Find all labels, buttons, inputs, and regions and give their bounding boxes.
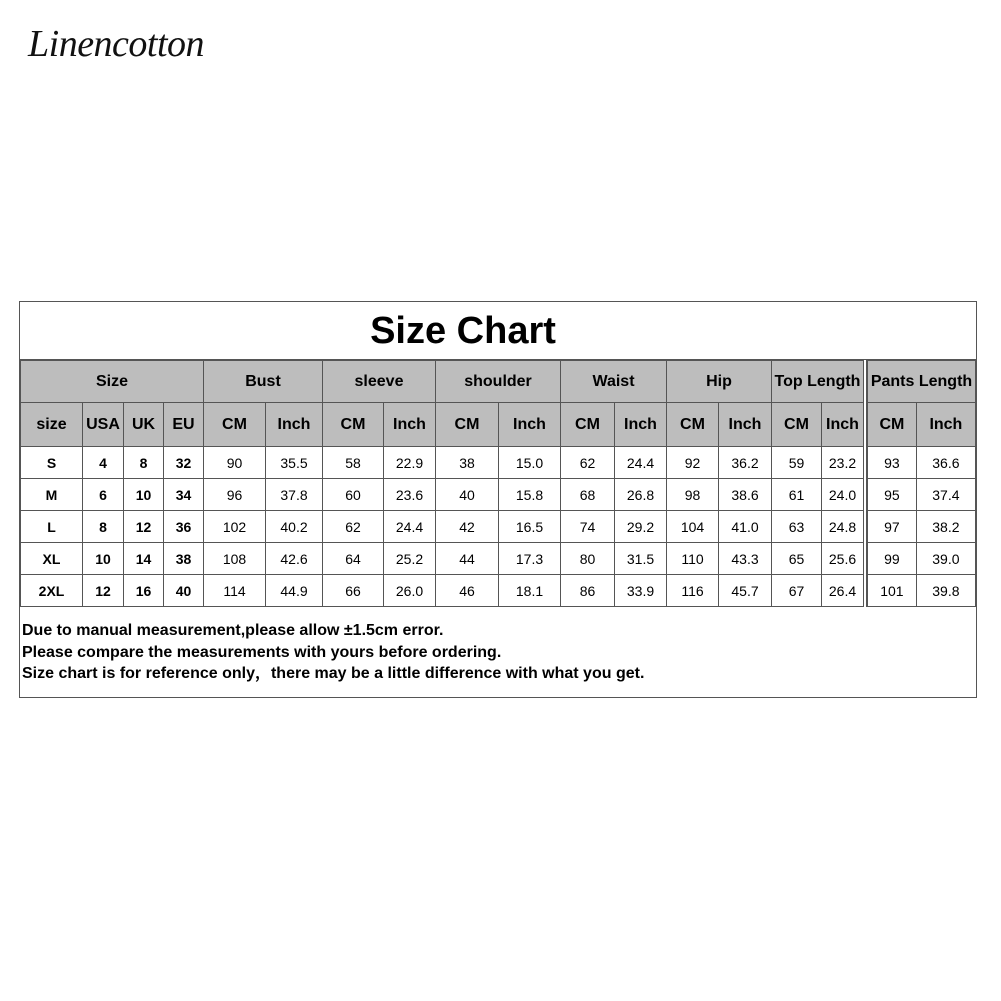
cell-bust-cm: 114 — [204, 575, 266, 607]
cell-size: M — [21, 479, 83, 511]
cell-eu: 36 — [164, 511, 204, 543]
cell-pants-in: 39.0 — [916, 543, 975, 575]
subheader-inch: Inch — [822, 403, 864, 447]
cell-hip-cm: 92 — [667, 447, 719, 479]
cell-shoulder-in: 18.1 — [499, 575, 561, 607]
pants-row — [867, 575, 976, 607]
cell-waist-in: 33.9 — [615, 575, 667, 607]
cell-pants-in: 38.2 — [916, 511, 975, 543]
notes — [22, 620, 644, 685]
cell-eu: 32 — [164, 447, 204, 479]
subheader-inch: Inch — [916, 403, 975, 447]
cell-sleeve-in: 22.9 — [384, 447, 436, 479]
cell-shoulder-in: 15.0 — [499, 447, 561, 479]
subheader-cm: CM — [772, 403, 822, 447]
cell-shoulder-in: 15.8 — [499, 479, 561, 511]
cell-pants-cm: 93 — [867, 447, 916, 479]
cell-waist-in: 26.8 — [615, 479, 667, 511]
cell-shoulder-cm: 42 — [436, 511, 499, 543]
cell-hip-cm: 104 — [667, 511, 719, 543]
cell-sleeve-cm: 62 — [323, 511, 384, 543]
cell-bust-cm: 102 — [204, 511, 266, 543]
group-top-length: Top Length — [772, 361, 864, 403]
cell-usa: 4 — [83, 447, 124, 479]
cell-uk: 12 — [124, 511, 164, 543]
table-row — [21, 511, 864, 543]
group-pants-length: Pants Length — [867, 361, 976, 403]
subheader-cm: CM — [204, 403, 266, 447]
cell-sleeve-cm: 60 — [323, 479, 384, 511]
group-header-row — [21, 361, 864, 403]
cell-waist-cm: 74 — [561, 511, 615, 543]
cell-top-cm: 67 — [772, 575, 822, 607]
cell-bust-in: 44.9 — [266, 575, 323, 607]
cell-waist-cm: 62 — [561, 447, 615, 479]
cell-hip-in: 45.7 — [719, 575, 772, 607]
subheader-row — [21, 403, 864, 447]
cell-usa: 8 — [83, 511, 124, 543]
cell-top-cm: 61 — [772, 479, 822, 511]
cell-top-in: 26.4 — [822, 575, 864, 607]
pants-group-row — [867, 361, 976, 403]
cell-pants-in: 36.6 — [916, 447, 975, 479]
cell-top-cm: 65 — [772, 543, 822, 575]
cell-bust-in: 40.2 — [266, 511, 323, 543]
cell-hip-cm: 110 — [667, 543, 719, 575]
table-row — [21, 447, 864, 479]
cell-shoulder-cm: 40 — [436, 479, 499, 511]
cell-top-in: 24.8 — [822, 511, 864, 543]
cell-usa: 12 — [83, 575, 124, 607]
cell-shoulder-cm: 44 — [436, 543, 499, 575]
table-row — [21, 479, 864, 511]
subheader-inch: Inch — [499, 403, 561, 447]
cell-top-in: 23.2 — [822, 447, 864, 479]
cell-hip-in: 36.2 — [719, 447, 772, 479]
cell-sleeve-cm: 64 — [323, 543, 384, 575]
cell-pants-in: 39.8 — [916, 575, 975, 607]
cell-uk: 16 — [124, 575, 164, 607]
cell-shoulder-cm: 46 — [436, 575, 499, 607]
subheader-uk: UK — [124, 403, 164, 447]
cell-pants-cm: 97 — [867, 511, 916, 543]
cell-pants-in: 37.4 — [916, 479, 975, 511]
note-line: Please compare the measurements with yours before ordering. — [22, 643, 502, 661]
cell-bust-cm: 90 — [204, 447, 266, 479]
cell-bust-in: 37.8 — [266, 479, 323, 511]
note-line: Size chart is for reference only，there may be a little difference with what you get. — [22, 665, 645, 682]
brand-logo: Linencotton — [28, 23, 205, 65]
cell-size: XL — [21, 543, 83, 575]
group-shoulder: shoulder — [436, 361, 561, 403]
cell-size: L — [21, 511, 83, 543]
cell-hip-cm: 98 — [667, 479, 719, 511]
cell-sleeve-in: 24.4 — [384, 511, 436, 543]
chart-title: Size Chart — [370, 310, 556, 352]
group-sleeve: sleeve — [323, 361, 436, 403]
size-table — [20, 360, 864, 607]
cell-top-in: 24.0 — [822, 479, 864, 511]
subheader-cm: CM — [436, 403, 499, 447]
subheader-cm: CM — [867, 403, 916, 447]
cell-bust-in: 35.5 — [266, 447, 323, 479]
group-size: Size — [21, 361, 204, 403]
cell-shoulder-in: 17.3 — [499, 543, 561, 575]
cell-waist-cm: 80 — [561, 543, 615, 575]
cell-bust-cm: 108 — [204, 543, 266, 575]
cell-sleeve-cm: 66 — [323, 575, 384, 607]
pants-row — [867, 511, 976, 543]
subheader-eu: EU — [164, 403, 204, 447]
cell-sleeve-in: 23.6 — [384, 479, 436, 511]
group-bust: Bust — [204, 361, 323, 403]
cell-eu: 38 — [164, 543, 204, 575]
pants-table — [866, 360, 976, 607]
cell-hip-cm: 116 — [667, 575, 719, 607]
cell-uk: 10 — [124, 479, 164, 511]
cell-eu: 34 — [164, 479, 204, 511]
cell-pants-cm: 95 — [867, 479, 916, 511]
subheader-cm: CM — [561, 403, 615, 447]
table-row — [21, 575, 864, 607]
group-hip: Hip — [667, 361, 772, 403]
cell-sleeve-in: 25.2 — [384, 543, 436, 575]
cell-waist-in: 24.4 — [615, 447, 667, 479]
pants-subheader-row — [867, 403, 976, 447]
cell-uk: 14 — [124, 543, 164, 575]
cell-usa: 10 — [83, 543, 124, 575]
chart-title-bar — [20, 302, 976, 360]
subheader-size: size — [21, 403, 83, 447]
cell-hip-in: 43.3 — [719, 543, 772, 575]
cell-waist-cm: 86 — [561, 575, 615, 607]
group-waist: Waist — [561, 361, 667, 403]
cell-waist-in: 29.2 — [615, 511, 667, 543]
note-line: Due to manual measurement,please allow ±1.5cm error. — [22, 622, 444, 639]
cell-eu: 40 — [164, 575, 204, 607]
cell-waist-in: 31.5 — [615, 543, 667, 575]
pants-row — [867, 543, 976, 575]
cell-sleeve-cm: 58 — [323, 447, 384, 479]
cell-usa: 6 — [83, 479, 124, 511]
cell-uk: 8 — [124, 447, 164, 479]
cell-top-cm: 63 — [772, 511, 822, 543]
cell-top-in: 25.6 — [822, 543, 864, 575]
main-table-body — [21, 361, 864, 607]
subheader-inch: Inch — [266, 403, 323, 447]
subheader-cm: CM — [323, 403, 384, 447]
table-row — [21, 543, 864, 575]
cell-top-cm: 59 — [772, 447, 822, 479]
cell-size: S — [21, 447, 83, 479]
cell-bust-cm: 96 — [204, 479, 266, 511]
subheader-cm: CM — [667, 403, 719, 447]
pants-row — [867, 479, 976, 511]
cell-waist-cm: 68 — [561, 479, 615, 511]
cell-size: 2XL — [21, 575, 83, 607]
subheader-inch: Inch — [615, 403, 667, 447]
cell-shoulder-in: 16.5 — [499, 511, 561, 543]
subheader-inch: Inch — [384, 403, 436, 447]
subheader-usa: USA — [83, 403, 124, 447]
cell-bust-in: 42.6 — [266, 543, 323, 575]
cell-hip-in: 38.6 — [719, 479, 772, 511]
pants-table-body — [867, 361, 976, 607]
cell-pants-cm: 99 — [867, 543, 916, 575]
cell-sleeve-in: 26.0 — [384, 575, 436, 607]
cell-shoulder-cm: 38 — [436, 447, 499, 479]
cell-hip-in: 41.0 — [719, 511, 772, 543]
pants-row — [867, 447, 976, 479]
size-chart — [19, 301, 977, 698]
subheader-inch: Inch — [719, 403, 772, 447]
cell-pants-cm: 101 — [867, 575, 916, 607]
